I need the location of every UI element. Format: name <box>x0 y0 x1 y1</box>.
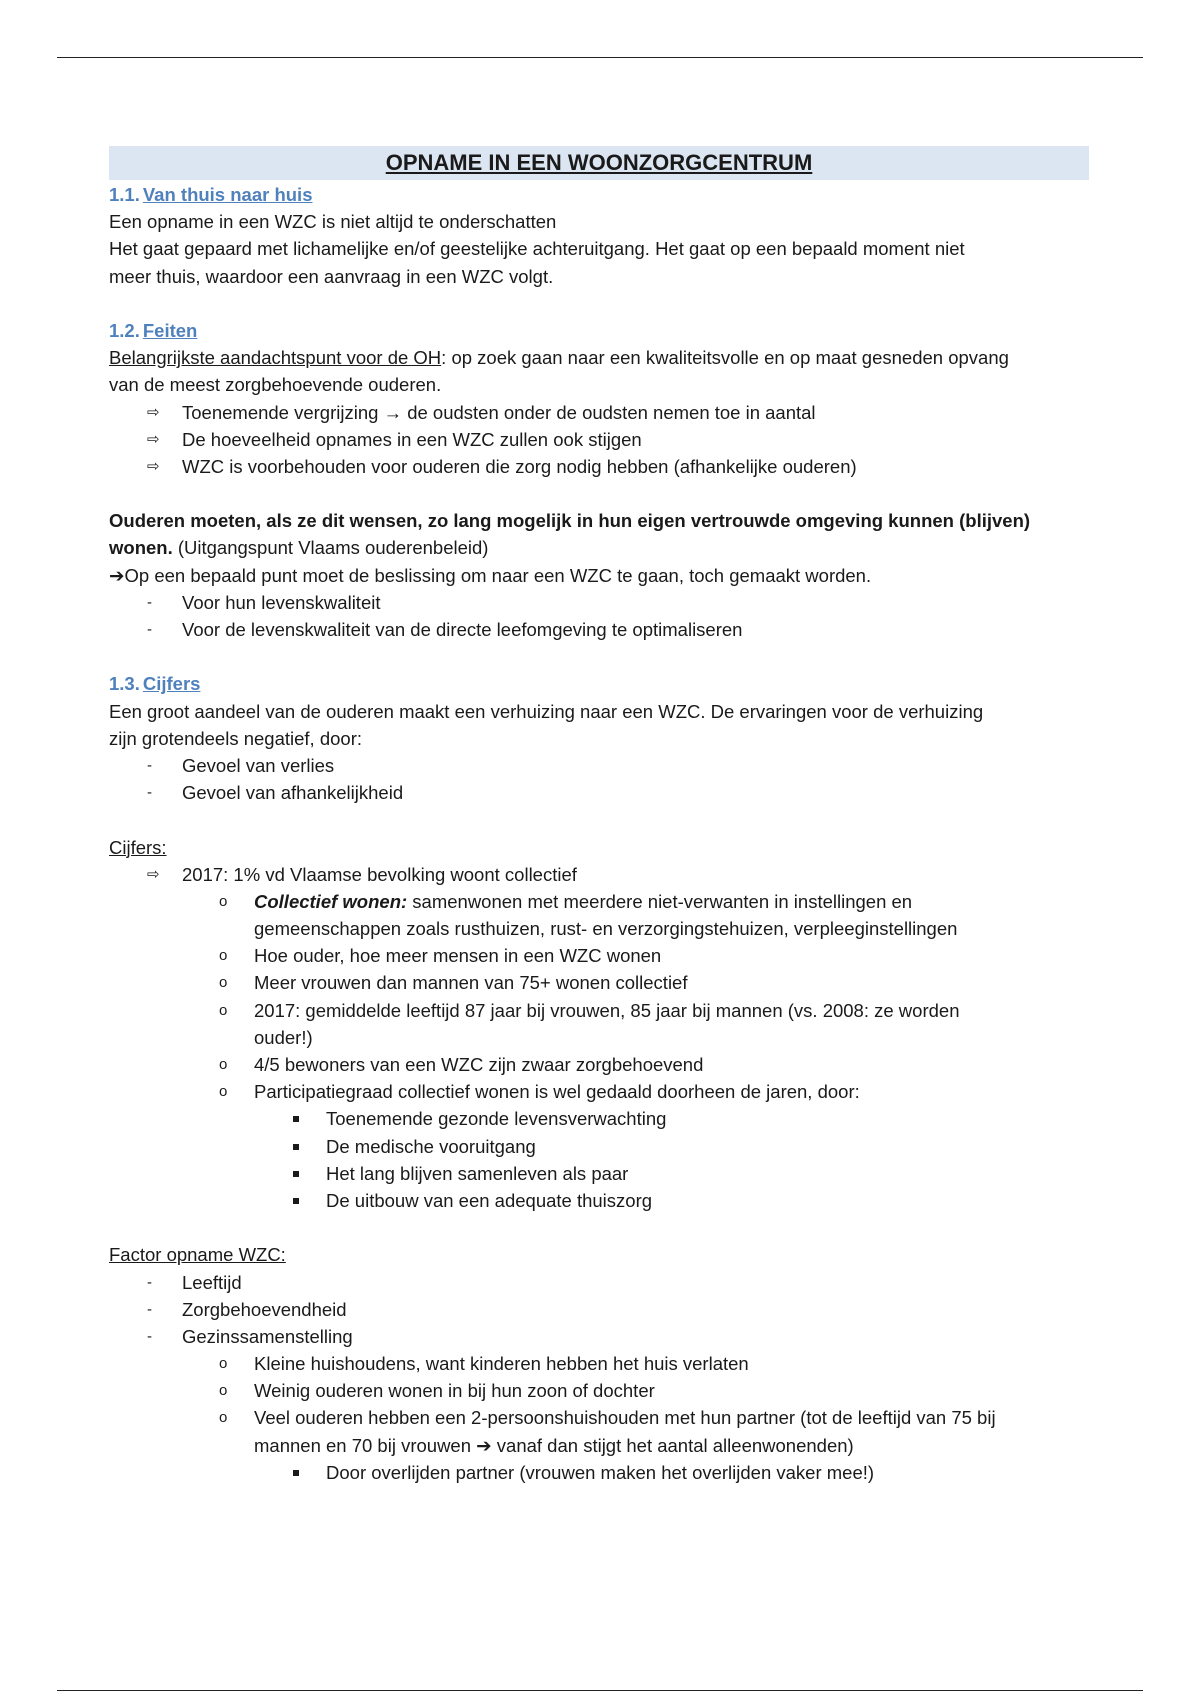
circle-bullet-icon: o <box>219 1409 228 1427</box>
top-rule <box>57 57 1143 58</box>
bottom-rule <box>57 1690 1143 1691</box>
paragraph-line: Een groot aandeel van de ouderen maakt een verhuizing naar een WZC. De ervaringen voor de verhuizing <box>109 700 984 722</box>
list-item: ⇨ WZC is voorbehouden voor ouderen die zorg nodig hebben (afhankelijke ouderen) <box>109 453 1089 480</box>
list-item: o Participatiegraad collectief wonen is wel gedaald doorheen de jaren, door: <box>109 1078 1089 1105</box>
circle-bullet-icon: o <box>219 1382 228 1400</box>
list-item: o Meer vrouwen dan mannen van 75+ wonen collectief <box>109 969 1089 996</box>
page-title: OPNAME IN EEN WOONZORGCENTRUM <box>109 146 1089 180</box>
circle-bullet-icon: o <box>219 892 228 910</box>
list-item: ⇨ De hoeveelheid opnames in een WZC zullen ook stijgen <box>109 426 1089 453</box>
section-heading-1-1: 1.1. Van thuis naar huis <box>109 184 313 205</box>
paragraph-line: zijn grotendeels negatief, door: <box>109 727 363 749</box>
bold-statement: Ouderen moeten, als ze dit wensen, zo lang mogelijk in hun eigen vertrouwde omgeving kunnen (blijven) <box>109 510 1031 532</box>
dash-bullet-icon: - <box>147 1327 152 1345</box>
bold-statement-end: wonen. (Uitgangspunt Vlaams ouderenbeleid) <box>109 537 489 559</box>
list-item: Door overlijden partner (vrouwen maken het overlijden vaker mee!) <box>109 1459 1089 1486</box>
dash-bullet-icon: - <box>147 621 152 638</box>
square-bullet-icon <box>293 1198 299 1204</box>
list-item: - Gezinssamenstelling <box>109 1323 1089 1350</box>
factor-label: Factor opname WZC: <box>109 1244 286 1266</box>
paragraph-line: Een opname in een WZC is niet altijd te onderschatten <box>109 211 557 233</box>
list-item: o Kleine huishoudens, want kinderen hebben het huis verlaten <box>109 1350 1089 1377</box>
list-item: De uitbouw van een adequate thuiszorg <box>109 1187 1089 1214</box>
list-item: - Leeftijd <box>109 1269 1089 1296</box>
cijfers-label: Cijfers: <box>109 836 167 858</box>
paragraph-line: van de meest zorgbehoevende ouderen. <box>109 374 442 396</box>
arrow-bullet-icon: ⇨ <box>147 865 160 883</box>
circle-bullet-icon: o <box>219 947 228 965</box>
dash-bullet-icon: - <box>147 1273 152 1291</box>
list-item: - Zorgbehoevendheid <box>109 1296 1089 1323</box>
arrow-bullet-icon: ⇨ <box>147 457 160 475</box>
list-item-continuation: mannen en 70 bij vrouwen ➔ vanaf dan stijgt het aantal alleenwonenden) <box>254 1434 854 1456</box>
list-item: De medische vooruitgang <box>109 1133 1089 1160</box>
dash-bullet-icon: - <box>147 1300 152 1318</box>
list-item: Toenemende gezonde levensverwachting <box>109 1105 1089 1132</box>
list-item: - Gevoel van verlies <box>109 752 1089 779</box>
list-item: Het lang blijven samenleven als paar <box>109 1160 1089 1187</box>
circle-bullet-icon: o <box>219 1355 228 1373</box>
paragraph-line: Het gaat gepaard met lichamelijke en/of geestelijke achteruitgang. Het gaat op een bepaald moment niet <box>109 238 965 260</box>
dash-bullet-icon: - <box>147 756 152 774</box>
paragraph-line: meer thuis, waardoor een aanvraag in een WZC volgt. <box>109 265 554 287</box>
document-body <box>109 146 1089 1486</box>
square-bullet-icon <box>293 1144 299 1150</box>
list-item-continuation: ouder!) <box>254 1026 313 1048</box>
list-item: o Hoe ouder, hoe meer mensen in een WZC wonen <box>109 942 1089 969</box>
arrow-bullet-icon: ⇨ <box>147 403 160 421</box>
square-bullet-icon <box>293 1470 299 1476</box>
list-item: ⇨ 2017: 1% vd Vlaamse bevolking woont collectief <box>109 861 1089 888</box>
list-item-continuation: gemeenschappen zoals rusthuizen, rust- en verzorgingstehuizen, verpleeginstellingen <box>254 918 958 940</box>
arrow-bullet-icon: ⇨ <box>147 430 160 448</box>
circle-bullet-icon: o <box>219 1001 228 1019</box>
section-heading-1-2: 1.2. Feiten <box>109 319 198 341</box>
arrow-line: ➔Op een bepaald punt moet de beslissing om naar een WZC te gaan, toch gemaakt worden. <box>109 564 872 586</box>
square-bullet-icon <box>293 1171 299 1177</box>
square-bullet-icon <box>293 1116 299 1122</box>
list-item: o Weinig ouderen wonen in bij hun zoon of dochter <box>109 1377 1089 1404</box>
list-item: o 2017: gemiddelde leeftijd 87 jaar bij vrouwen, 85 jaar bij mannen (vs. 2008: ze worden <box>109 997 1089 1024</box>
list-item: - Gevoel van afhankelijkheid <box>109 779 1089 806</box>
list-item: - Voor de levenskwaliteit van de directe leefomgeving te optimaliseren <box>109 616 1089 643</box>
intro-line: Belangrijkste aandachtspunt voor de OH: op zoek gaan naar een kwaliteitsvolle en op maat gesneden opvang <box>109 347 1009 369</box>
list-item: ⇨ Toenemende vergrijzing → de oudsten onder de oudsten nemen toe in aantal <box>109 399 1089 426</box>
dash-bullet-icon: - <box>147 784 152 802</box>
list-item: - Voor hun levenskwaliteit <box>109 589 1089 616</box>
list-item: o 4/5 bewoners van een WZC zijn zwaar zorgbehoevend <box>109 1051 1089 1078</box>
circle-bullet-icon: o <box>219 974 228 992</box>
list-item: o Collectief wonen: samenwonen met meerdere niet-verwanten in instellingen en <box>109 888 1089 915</box>
circle-bullet-icon: o <box>219 1056 228 1073</box>
list-item: o Veel ouderen hebben een 2-persoonshuishouden met hun partner (tot de leeftijd van 75 bij <box>109 1404 1089 1431</box>
section-heading-1-3: 1.3. Cijfers <box>109 673 201 695</box>
dash-bullet-icon: - <box>147 593 152 611</box>
circle-bullet-icon: o <box>219 1083 228 1101</box>
